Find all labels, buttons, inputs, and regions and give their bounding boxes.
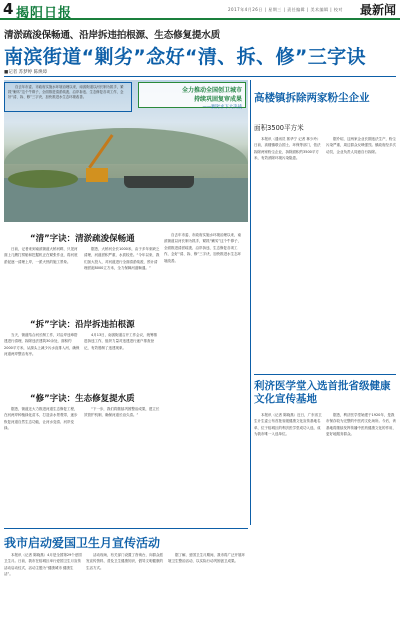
photo-banner <box>138 82 246 108</box>
page-header <box>0 0 400 20</box>
section-clean-col2 <box>84 246 160 302</box>
section-demolish-paragraph: 当天，街道结合河长制工作，对沿岸违章搭建进行清理，拆除违法建筑30余处，面积约2000平方米，从源头上减少污水直排入河，确保河道两岸整洁有序。 <box>4 333 80 357</box>
section-name: 最新闻 <box>359 3 396 17</box>
section-repair-paragraph: 据悉，街道还大力推进河道生态修复工程，在河两岸种植绿化苗木，打造亲水景观带，逐步恢复河道自然生态功能，让河水变清、河岸变绿。 <box>4 407 78 431</box>
photo-excavator-cabin <box>86 168 108 182</box>
side-divider <box>254 374 396 375</box>
lead-headline: 南滨街道“剿劣”念好“清、拆、修”三字诀 <box>4 46 366 68</box>
section-demolish-col1 <box>4 332 80 384</box>
photo-banner-line3: ——剿劣水下大决战 <box>202 105 242 110</box>
bottom-story-paragraph: 据了解，爱国卫生月期间，我市将广泛开展环境卫生整治活动，以实际行动巩固创卫成果。 <box>168 553 245 564</box>
side-story1-title: 高楼镇拆除两家粉尘企业 <box>254 92 370 104</box>
side-story2-col1 <box>254 412 322 624</box>
lead-intro-box <box>4 82 132 112</box>
side-story1-subtitle: 面积3500平方米 <box>254 124 304 132</box>
lead-kicker: 清淤疏浚保畅通、沿岸拆违拍根源、生态修复提水质 <box>4 30 221 41</box>
section-heading-repair: “修”字诀：生态修复提水质 <box>30 394 135 404</box>
column-divider <box>250 80 251 525</box>
lead-byline: ■记者 苏梦婷 陈焕璋 <box>4 70 48 75</box>
section-heading-demolish: “拆”字诀：沿岸拆违拍根源 <box>30 320 135 330</box>
photo-vegetation <box>8 170 78 188</box>
page-number: 4 <box>3 0 14 18</box>
section-clean-paragraph: 日前，记者来到南滨街道大桥河畔，只见河面上几艘打捞船和挖掘机正在紧张作业，将河底淤泥逐一清理上岸，一派火热的施工景象。 <box>4 247 78 264</box>
photo-banner-line1: 全力推动全国创卫城市 <box>181 87 242 94</box>
lead-intro-text: 自去年市委、市政府实施水环境治理以来，南滨街道以河长制为抓手，紧抓“剿劣”这个牛鼻子，全面推进清淤疏浚、沿岸拆违、生态修复各项工作，念好“清、拆、修”三字诀，加快推进水生态环境改善。 <box>8 85 124 99</box>
bottom-story-title: 我市启动爱国卫生月宣传活动 <box>4 536 161 550</box>
side-story2-paragraph: 据悉，利济医学堂始建于1920年，是我市保存较为完整的中医药文化场所。今后，该基地将继续发挥传播中医药健康文化的作用，更好地服务群众。 <box>326 413 396 437</box>
headline-rule <box>4 76 396 77</box>
bottom-story-col3 <box>168 552 246 628</box>
lead-body-paragraph: 自去年市委、市政府实施水环境治理以来，南滨街道以河长制为抓手，紧抓“剿劣”这个牛鼻子，全面推进清淤疏浚、沿岸拆违、生态修复各项工作，念好“清、拆、修”三字诀，加快推进水生态环境改善。 <box>164 233 242 263</box>
side-story1-paragraph: 本报讯（通讯员 郭华宁 记者 林少玲）日前，高楼镇联合国土、环保等部门，依法拆除两家粉尘企业，拆除面积约3500平方米，有效消除环境污染隐患。 <box>254 137 321 161</box>
bottom-story-col2 <box>86 552 164 628</box>
side-story1-paragraph: 据介绍，这两家企业长期违法生产，粉尘污染严重，周边群众反映强烈。镇政府经多次动员，企业负责人同意自行拆除。 <box>326 137 396 154</box>
bottom-divider <box>4 528 248 529</box>
section-repair-col1 <box>4 406 80 524</box>
side-story2-paragraph: 本报讯（记者 陈晓燕）近日，广东省卫生计生委公布首批省级健康文化宣传基地名单，位于榕城区的利济医学堂成功入选，成为我市唯一入选单位。 <box>254 413 322 437</box>
section-clean-col1 <box>4 246 80 302</box>
section-repair-col2 <box>84 406 160 524</box>
bottom-story-paragraph: 本报讯（记者 陈晓燕）4月是全国第29个爱国卫生月。日前，我市在榕城区举行爱国卫生月宣传活动启动仪式，活动主题为“健康城市 健康生活”。 <box>4 553 82 577</box>
photo-barge <box>124 176 194 188</box>
section-demolish-col2 <box>84 332 160 384</box>
newspaper-masthead: 揭阳日报 <box>16 6 73 21</box>
section-heading-clean: “清”字诀：清淤疏浚保畅通 <box>30 234 135 244</box>
side-story2-title: 利济医学堂入选首批省级健康文化宣传基地 <box>254 380 391 405</box>
date-line: 2017年4月26日 | 星期三 | 责任编辑 | 美术编辑 | 校对 <box>228 7 343 12</box>
side-story1-col2 <box>326 136 396 372</box>
bottom-story-paragraph: 活动现场，有关部门设置了咨询台，向群众派发宣传资料，普及卫生健康知识，倡导文明健康的生活方式。 <box>86 553 163 570</box>
side-story1-col1 <box>254 136 322 372</box>
section-clean-paragraph: 据悉，大桥河全长1000米，由于多年来缺乏清理，河道淤积严重，水质较差。“今年以来，我们加大投入，对河道进行全面清淤疏浚，预计清理淤泥8000立方米，全力保障河道畅通。” <box>84 247 160 271</box>
section-repair-paragraph: “下一步，我们将继续巩固整治成果，建立长效管护机制，确保河道长治久清。” <box>84 407 160 418</box>
side-story2-col2 <box>326 412 396 624</box>
lead-body-col3 <box>164 232 244 524</box>
bottom-story-col1 <box>4 552 82 628</box>
photo-banner-line2: 持续巩固复审成果 <box>193 96 242 103</box>
section-demolish-paragraph: 4月13日，南滨街道召开工作会议，统筹推进拆违工作，组织力量对违建进行逐户排查登记，有效遏制了违建现象。 <box>84 333 158 350</box>
